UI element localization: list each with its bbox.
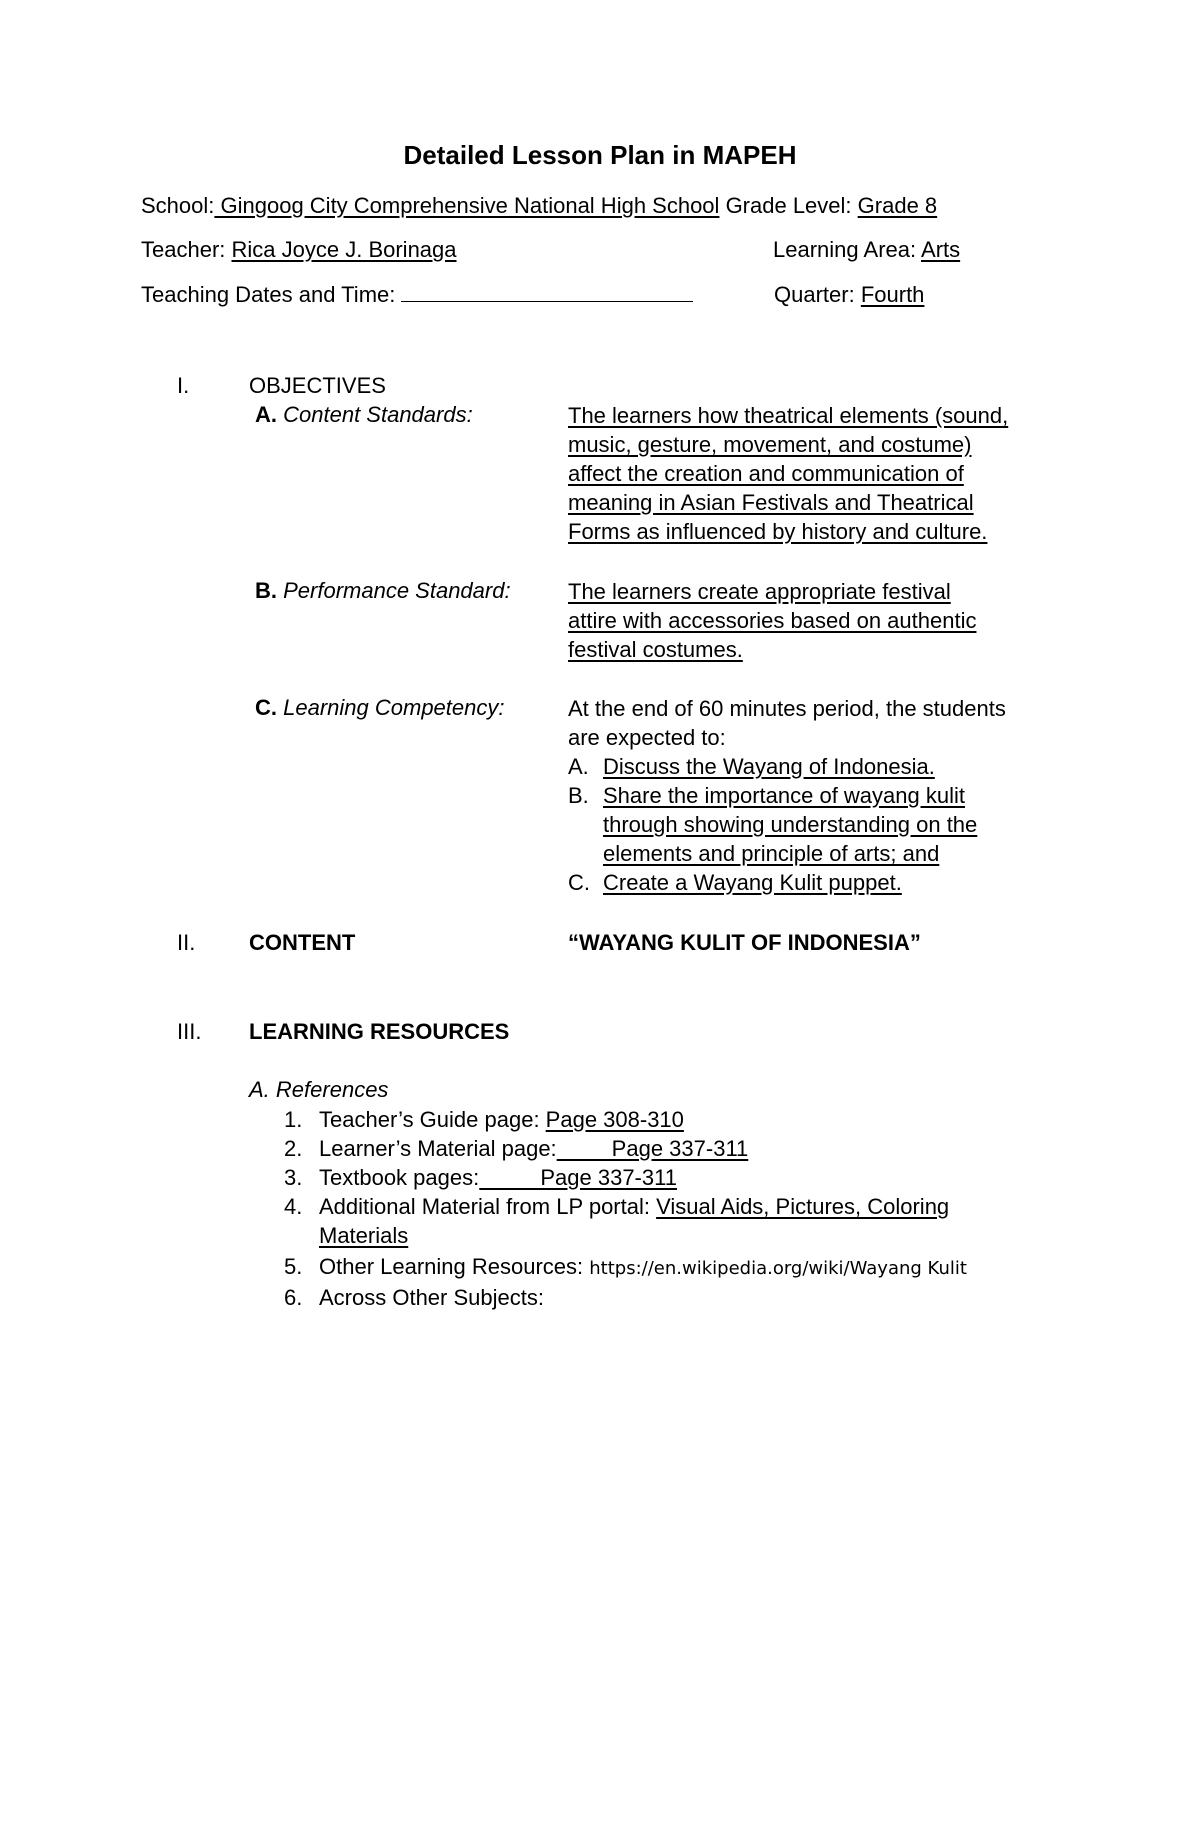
resources-heading: LEARNING RESOURCES bbox=[249, 1019, 510, 1044]
quarter-value: Fourth bbox=[860, 282, 925, 307]
learning-competency-intro-line: At the end of 60 minutes period, the students bbox=[568, 696, 1006, 721]
reference-item bbox=[284, 1105, 684, 1134]
reference-item bbox=[284, 1252, 967, 1283]
content-standards-line: affect the creation and communication of bbox=[568, 461, 964, 486]
learning-competency-label-row bbox=[255, 694, 504, 722]
reference-value: Materials bbox=[319, 1223, 409, 1248]
references-label: References bbox=[275, 1077, 389, 1102]
competency-item-line: Discuss the Wayang of Indonesia. bbox=[603, 754, 935, 779]
competency-item-b-cont bbox=[568, 810, 977, 839]
performance-standard-text bbox=[568, 577, 1048, 664]
performance-standard-label: Performance Standard: bbox=[283, 578, 511, 603]
school-value: Gingoog City Comprehensive National High School bbox=[214, 193, 720, 218]
school-label: School: bbox=[141, 193, 215, 218]
reference-label: Textbook pages: bbox=[319, 1165, 480, 1190]
content-standards-line: The learners how theatrical elements (sound, bbox=[568, 403, 1009, 428]
page-title: Detailed Lesson Plan in MAPEH bbox=[403, 140, 797, 170]
grade-label: Grade Level: bbox=[725, 193, 852, 218]
reference-label: Learner’s Material page: bbox=[319, 1136, 557, 1161]
reference-item bbox=[284, 1134, 748, 1163]
competency-item-c bbox=[568, 868, 902, 897]
learning-competency-label: Learning Competency: bbox=[283, 695, 505, 720]
learning-area-label: Learning Area: bbox=[773, 237, 917, 262]
content-standards-line: Forms as influenced by history and culture. bbox=[568, 519, 988, 544]
reference-number: 2. bbox=[284, 1136, 303, 1161]
school-row bbox=[141, 192, 937, 220]
reference-item-cont bbox=[284, 1221, 408, 1250]
content-numeral: II. bbox=[177, 930, 196, 955]
competency-item-letter: B. bbox=[568, 783, 589, 808]
competency-item-b-cont bbox=[568, 839, 939, 868]
performance-standard-letter: B. bbox=[255, 578, 277, 603]
competency-item-line: through showing understanding on the bbox=[603, 812, 978, 837]
reference-label: Other Learning Resources: bbox=[319, 1254, 590, 1279]
teacher-row bbox=[141, 236, 457, 264]
competency-item-letter: C. bbox=[568, 870, 590, 895]
reference-link[interactable]: https://en.wikipedia.org/wiki/Wayang Kulit bbox=[589, 1258, 967, 1279]
reference-number: 3. bbox=[284, 1165, 303, 1190]
objectives-heading: OBJECTIVES bbox=[249, 373, 386, 398]
quarter-label: Quarter: bbox=[774, 282, 855, 307]
competency-item-line: Share the importance of wayang kulit bbox=[603, 783, 965, 808]
content-standards-line: music, gesture, movement, and costume) bbox=[568, 432, 972, 457]
objectives-numeral: I. bbox=[177, 373, 190, 398]
grade-value: Grade 8 bbox=[857, 193, 938, 218]
competency-item-b bbox=[568, 781, 965, 810]
content-heading: CONTENT bbox=[249, 930, 356, 955]
performance-standard-line: festival costumes. bbox=[568, 637, 743, 662]
content-standards-label-row bbox=[255, 401, 473, 429]
reference-item bbox=[284, 1283, 544, 1312]
resources-numeral: III. bbox=[177, 1019, 202, 1044]
content-standards-line: meaning in Asian Festivals and Theatrical bbox=[568, 490, 974, 515]
teaching-dates-blank bbox=[401, 281, 693, 302]
reference-label: Teacher’s Guide page: bbox=[319, 1107, 546, 1132]
content-standards-letter: A. bbox=[255, 402, 277, 427]
competency-item-line: elements and principle of arts; and bbox=[603, 841, 940, 866]
teaching-dates-row bbox=[141, 281, 693, 309]
competency-item-a bbox=[568, 752, 935, 781]
quarter-row bbox=[774, 281, 924, 309]
reference-value: Page 337-311 bbox=[479, 1165, 677, 1190]
reference-value: Page 308-310 bbox=[545, 1107, 684, 1132]
content-standards-label: Content Standards: bbox=[283, 402, 473, 427]
teacher-label: Teacher: bbox=[141, 237, 226, 262]
performance-standard-line: attire with accessories based on authentic bbox=[568, 608, 977, 633]
learning-area-row bbox=[773, 236, 960, 264]
reference-label: Additional Material from LP portal: bbox=[319, 1194, 657, 1219]
content-value: “WAYANG KULIT OF INDONESIA” bbox=[568, 930, 921, 955]
reference-item bbox=[284, 1163, 677, 1192]
reference-number: 1. bbox=[284, 1107, 303, 1132]
reference-value: Page 337-311 bbox=[556, 1136, 749, 1161]
performance-standard-label-row bbox=[255, 577, 511, 605]
references-letter: A. bbox=[249, 1077, 270, 1102]
learning-competency-intro-line: are expected to: bbox=[568, 725, 726, 750]
teacher-value: Rica Joyce J. Borinaga bbox=[231, 237, 457, 262]
learning-competency-letter: C. bbox=[255, 695, 277, 720]
references-subheading bbox=[249, 1076, 388, 1104]
teaching-dates-label: Teaching Dates and Time: bbox=[141, 282, 396, 307]
reference-number: 6. bbox=[284, 1285, 303, 1310]
performance-standard-line: The learners create appropriate festival bbox=[568, 579, 951, 604]
reference-label: Across Other Subjects: bbox=[319, 1285, 544, 1310]
competency-item-letter: A. bbox=[568, 754, 589, 779]
learning-area-value: Arts bbox=[921, 237, 961, 262]
content-standards-text bbox=[568, 401, 1048, 546]
reference-number: 4. bbox=[284, 1194, 303, 1219]
learning-competency-intro bbox=[568, 694, 1048, 752]
reference-item bbox=[284, 1192, 949, 1221]
competency-item-line: Create a Wayang Kulit puppet. bbox=[603, 870, 902, 895]
reference-value: Visual Aids, Pictures, Coloring bbox=[656, 1194, 950, 1219]
reference-number: 5. bbox=[284, 1254, 303, 1279]
